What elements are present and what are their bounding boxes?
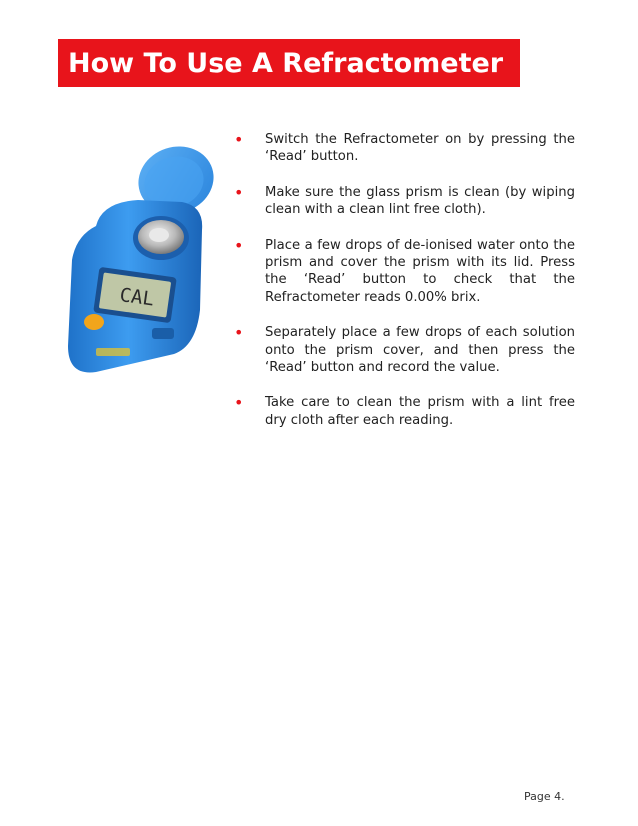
- list-item: • Place a few drops of de-ionised water onto the prism and cover the prism with its lid. Press the ‘Read’ button to check that the Refractometer reads 0.00% brix.: [234, 235, 575, 305]
- zero-button: [152, 328, 174, 339]
- display-text: CAL: [118, 284, 156, 311]
- page-number: Page 4.: [524, 790, 565, 803]
- bullet-icon: •: [234, 323, 244, 343]
- list-item: • Separately place a few drops of each solution onto the prism cover, and then press the ‘Read’ button and record the value.: [234, 323, 575, 376]
- refractometer-image: [56, 140, 218, 390]
- read-button: [84, 314, 104, 330]
- list-item: • Switch the Refractometer on by pressing the ‘Read’ button.: [234, 130, 575, 165]
- bullet-icon: •: [234, 182, 244, 202]
- page-title: How To Use A Refractometer: [58, 39, 520, 87]
- bullet-icon: •: [234, 130, 244, 149]
- list-item: • Make sure the glass prism is clean (by wiping clean with a clean lint free cloth).: [234, 182, 575, 218]
- bullet-icon: •: [234, 235, 244, 255]
- list-item: • Take care to clean the prism with a lint free dry cloth after each reading.: [234, 393, 575, 428]
- bullet-icon: •: [234, 393, 244, 413]
- brand-label: [96, 348, 130, 356]
- instruction-list: [232, 131, 575, 447]
